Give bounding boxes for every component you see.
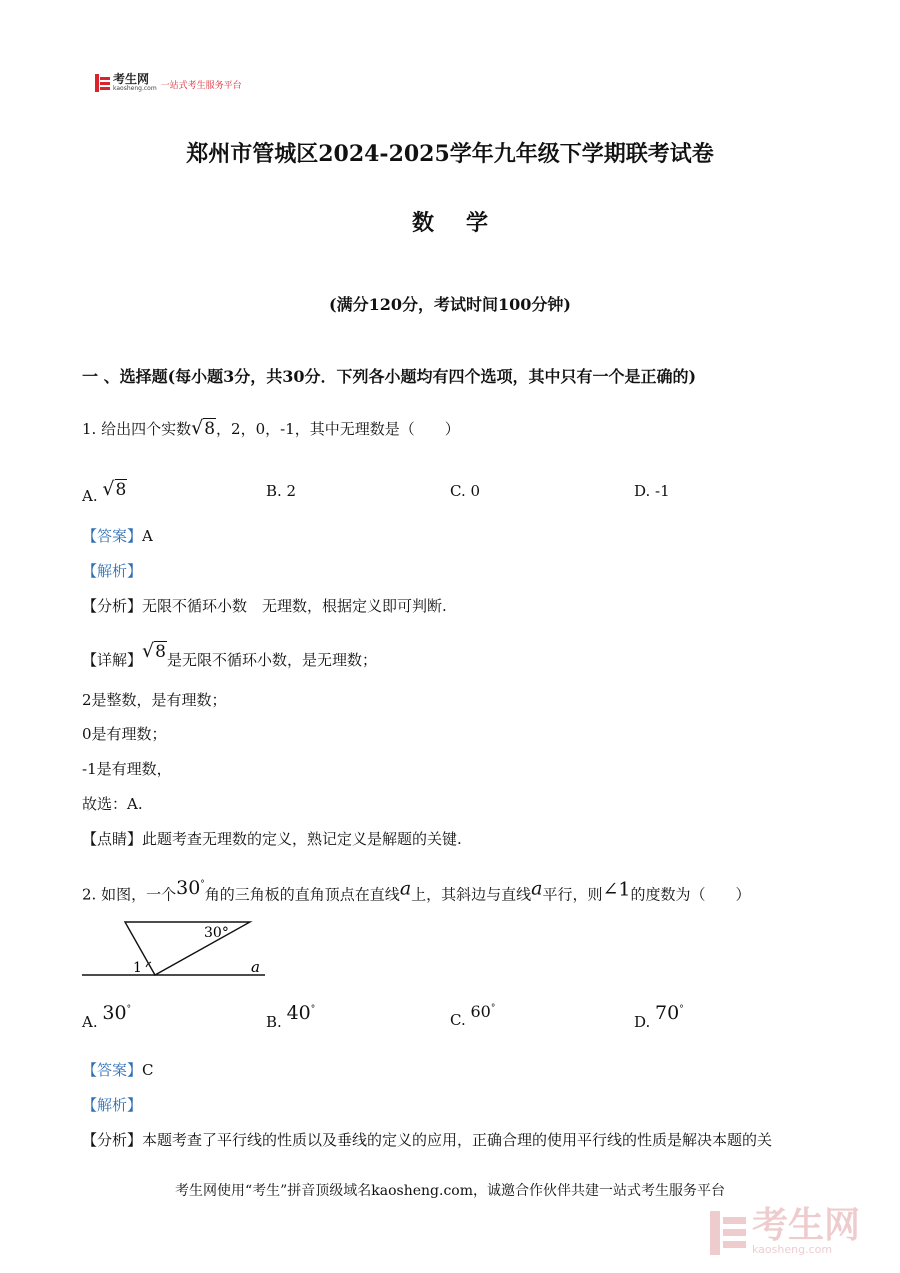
q2-option-c-number: 60 bbox=[470, 1002, 491, 1021]
q1-detail-text: 是无限不循环小数，是无理数； bbox=[166, 651, 377, 669]
logo-domain: kaosheng.com bbox=[113, 85, 157, 92]
q1-number: 1. bbox=[82, 420, 97, 438]
degree-sign: ° bbox=[200, 880, 205, 890]
footer-text: 考生网使用“考生”拼音顶级域名kaosheng.com，诚邀合作伙伴共建一站式考生服务平台 bbox=[174, 1183, 726, 1199]
q2-analysis-tag: 【解析】 bbox=[82, 1096, 143, 1114]
degree-sign: ° bbox=[490, 1003, 496, 1014]
q1-option-d[interactable]: D. -1 bbox=[634, 482, 670, 500]
q1-stem-a: 给出四个实数 bbox=[101, 420, 192, 438]
sqrt-icon: √ bbox=[142, 640, 155, 662]
site-logo[interactable] bbox=[95, 72, 242, 94]
q2-option-c[interactable] bbox=[450, 1002, 495, 1029]
q1-line3: 0是有理数； bbox=[82, 725, 167, 743]
degree-sign: ° bbox=[310, 1004, 316, 1015]
q1-fenxi-text: 无限不循环小数 无理数，根据定义即可判断. bbox=[142, 597, 447, 615]
watermark-name: 考生网 bbox=[752, 1205, 861, 1246]
sqrt-icon: √ bbox=[191, 417, 204, 439]
q2-option-d[interactable] bbox=[634, 1002, 684, 1031]
q2-stem-b: 角的三角板的直角顶点在直线 bbox=[204, 885, 400, 904]
fig-angle-30: 30° bbox=[204, 925, 229, 941]
q2-option-d-value bbox=[655, 1002, 684, 1024]
fenxi-tag: 【分析】 bbox=[82, 1131, 143, 1149]
q2-fenxi bbox=[82, 1130, 772, 1150]
q2-option-a-value bbox=[102, 1002, 131, 1024]
q1-option-a-label: A. bbox=[82, 487, 98, 505]
exam-note: (满分120分，考试时间100分钟) bbox=[329, 295, 571, 314]
q1-option-b[interactable]: B. 2 bbox=[266, 482, 297, 500]
q2-option-a[interactable] bbox=[82, 1002, 131, 1031]
q1-line4: -1是有理数， bbox=[82, 760, 172, 778]
q1-fenxi bbox=[82, 596, 447, 616]
q2-angle-value: 30 bbox=[176, 877, 201, 900]
q1-answer-value: A bbox=[142, 527, 153, 545]
q1-option-a-sqrt bbox=[102, 478, 127, 500]
q2-angle bbox=[176, 877, 205, 899]
q1-line5: 故选：A. bbox=[82, 795, 143, 813]
fig-label-1: 1 bbox=[133, 960, 142, 976]
q2-number: 2. bbox=[82, 885, 97, 904]
watermark-mark-icon bbox=[710, 1211, 746, 1255]
q1-dianjing bbox=[82, 829, 462, 849]
section-heading: 一 、选择题(每小题3分，共30分．下列各小题均有四个选项，其中只有一个是正确的) bbox=[82, 367, 697, 386]
q2-stem-c: 上，其斜边与直线 bbox=[411, 885, 532, 904]
q1-stem-b: ，2，0，-1，其中无理数是（ ） bbox=[216, 420, 460, 438]
q2-option-c-label: C. bbox=[450, 1011, 466, 1029]
degree-sign: ° bbox=[126, 1004, 132, 1015]
q1-answer bbox=[82, 526, 153, 546]
q1-option-a[interactable] bbox=[82, 478, 127, 505]
logo-name: 考生网 bbox=[113, 72, 150, 86]
logo-slogan: 一站式考生服务平台 bbox=[160, 80, 242, 91]
q2-option-b[interactable] bbox=[266, 1002, 315, 1031]
q2-stem-d: 平行，则 bbox=[542, 885, 603, 904]
answer-tag: 【答案】 bbox=[82, 1061, 143, 1079]
watermark-domain: kaosheng.com bbox=[752, 1243, 833, 1256]
q2-figure bbox=[80, 915, 270, 985]
q2-angle-symbol: ∠1 bbox=[602, 878, 631, 901]
q1-sqrt-value: 8 bbox=[204, 419, 216, 439]
q1-stem bbox=[82, 418, 460, 439]
q2-stem-e: 的度数为（ ） bbox=[630, 885, 751, 904]
q2-answer bbox=[82, 1060, 154, 1080]
degree-sign: ° bbox=[679, 1004, 684, 1015]
q2-stem bbox=[82, 875, 751, 904]
q2-answer-value: C bbox=[142, 1061, 154, 1079]
subject-title: 数学 bbox=[411, 210, 520, 236]
q2-option-b-label: B. bbox=[266, 1013, 282, 1031]
q2-option-a-number: 30 bbox=[102, 1002, 127, 1024]
triangle-ruler bbox=[125, 922, 250, 975]
q1-analysis-tag: 【解析】 bbox=[82, 562, 143, 580]
dianjing-tag: 【点睛】 bbox=[82, 830, 143, 848]
q2-option-a-label: A. bbox=[82, 1013, 98, 1031]
q1-sqrt bbox=[191, 418, 216, 439]
q2-option-b-number: 40 bbox=[286, 1002, 311, 1024]
q1-detail bbox=[82, 641, 377, 670]
fenxi-tag: 【分析】 bbox=[82, 597, 143, 615]
q2-option-d-label: D. bbox=[634, 1013, 651, 1031]
q2-option-d-number: 70 bbox=[655, 1002, 680, 1024]
fig-label-a: a bbox=[251, 958, 260, 976]
logo-mark-icon bbox=[95, 74, 110, 92]
q1-detail-sqrt-value: 8 bbox=[155, 642, 166, 662]
q2-fenxi-text: 本题考查了平行线的性质以及垂线的定义的应用，正确合理的使用平行线的性质是解决本题的关 bbox=[142, 1131, 773, 1149]
q1-option-a-value: 8 bbox=[115, 480, 127, 500]
q1-dianjing-text: 此题考查无理数的定义，熟记定义是解题的关键. bbox=[142, 830, 462, 848]
q1-option-c[interactable]: C. 0 bbox=[450, 482, 481, 500]
q2-option-c-value bbox=[471, 1002, 496, 1021]
exam-title: 郑州市管城区2024-2025学年九年级下学期联考试卷 bbox=[186, 141, 714, 167]
q1-line2: 2是整数，是有理数； bbox=[82, 691, 227, 709]
q2-var-a-2: a bbox=[531, 877, 543, 900]
q2-stem-a: 如图，一个 bbox=[101, 885, 177, 904]
q2-var-a: a bbox=[399, 877, 412, 900]
detail-tag: 【详解】 bbox=[82, 651, 143, 669]
q2-option-b-value bbox=[287, 1002, 316, 1024]
answer-tag: 【答案】 bbox=[82, 527, 143, 545]
q1-detail-sqrt bbox=[142, 641, 167, 662]
sqrt-icon: √ bbox=[102, 478, 115, 500]
watermark-logo bbox=[710, 1205, 875, 1260]
